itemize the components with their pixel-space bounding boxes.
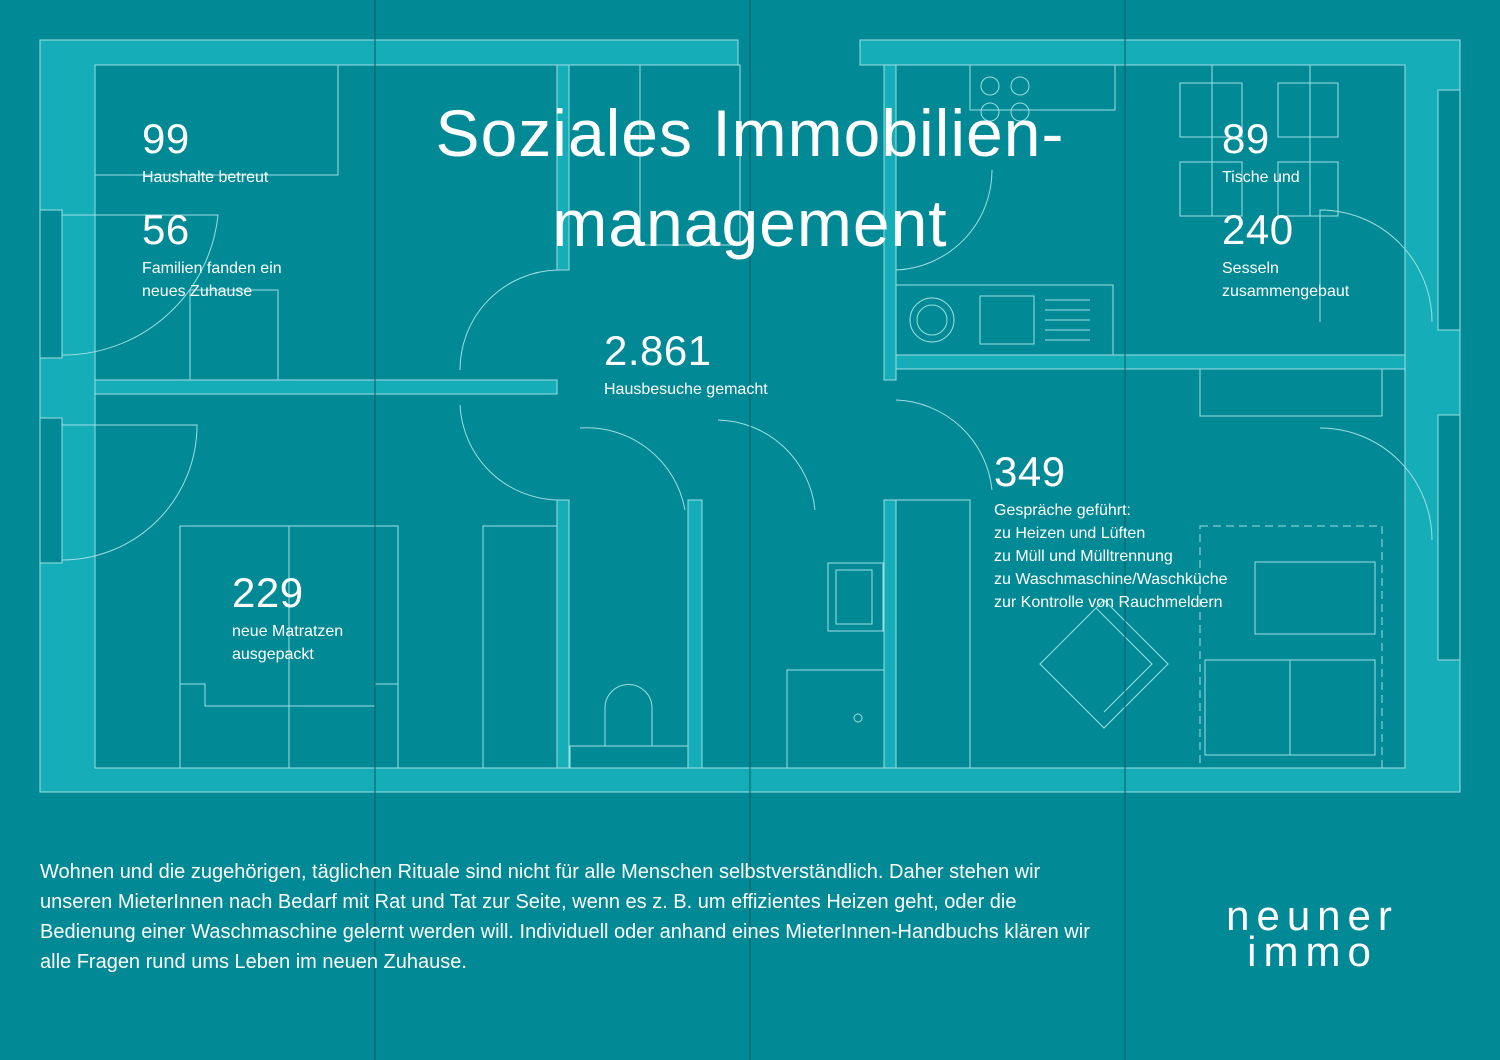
stat-tables bbox=[1222, 115, 1300, 189]
stat-label-line: neue Matratzen bbox=[232, 623, 344, 640]
description-paragraph: Wohnen und die zugehörigen, täglichen Rituale sind nicht für alle Menschen selbstverständlich. Daher stehen wir unseren MieterInnen nach Bedarf mit Rat und Tat zur Seite, wenn es z. B. um effizientes Heizen geht, oder die Bedienung einer Waschmaschine gelernt werden will. Individuell oder anhand eines MieterInnen-Handbuchs klären wir alle Fragen rund ums Leben im neuen Zuhause. bbox=[40, 861, 1090, 973]
title-line-1: Soziales Immobilien- bbox=[435, 96, 1065, 170]
stat-label-line: zu Müll und Mülltrennung bbox=[994, 548, 1173, 565]
stat-label bbox=[142, 166, 268, 189]
stat-label bbox=[604, 378, 768, 401]
stat-label-line: zur Kontrolle von Rauchmeldern bbox=[994, 594, 1223, 611]
stat-label-line: ausgepackt bbox=[232, 646, 314, 663]
stat-home-visits bbox=[604, 327, 768, 401]
stat-label-line: neues Zuhause bbox=[142, 283, 253, 300]
stat-label bbox=[142, 257, 282, 303]
brand-logo bbox=[1200, 892, 1425, 975]
stat-label-line: zu Waschmaschine/Waschküche bbox=[994, 571, 1228, 588]
stat-label bbox=[1222, 257, 1349, 303]
stat-number: 229 bbox=[232, 569, 304, 616]
page-title bbox=[300, 88, 1200, 268]
stat-number: 2.861 bbox=[604, 327, 712, 374]
stat-families bbox=[142, 206, 282, 303]
stat-number: 89 bbox=[1222, 115, 1270, 162]
title-line-2: management bbox=[552, 186, 948, 260]
stat-number: 349 bbox=[994, 448, 1066, 495]
stat-households bbox=[142, 115, 269, 189]
stat-label-line: Haushalte betreut bbox=[142, 169, 269, 186]
stat-label-line: Sesseln bbox=[1222, 260, 1279, 277]
stat-label-line: Familien fanden ein bbox=[142, 260, 282, 277]
stat-label-line: Hausbesuche gemacht bbox=[604, 381, 768, 398]
stat-number: 240 bbox=[1222, 206, 1294, 253]
stat-label-line: Tische und bbox=[1222, 169, 1300, 186]
stat-conversations bbox=[994, 448, 1228, 614]
stat-label bbox=[1222, 166, 1300, 189]
stat-label-line: Gespräche geführt: bbox=[994, 502, 1131, 519]
stat-label bbox=[994, 499, 1228, 614]
stat-mattresses bbox=[232, 569, 344, 666]
logo-line-1: neuner bbox=[1226, 892, 1399, 939]
stat-chairs bbox=[1222, 206, 1350, 303]
stat-number: 99 bbox=[142, 115, 190, 162]
stat-number: 56 bbox=[142, 206, 190, 253]
logo-line-2: immo bbox=[1247, 928, 1378, 975]
stat-label bbox=[232, 620, 343, 666]
stat-label-line: zusammengebaut bbox=[1222, 283, 1350, 300]
stat-label-line: zu Heizen und Lüften bbox=[994, 525, 1146, 542]
